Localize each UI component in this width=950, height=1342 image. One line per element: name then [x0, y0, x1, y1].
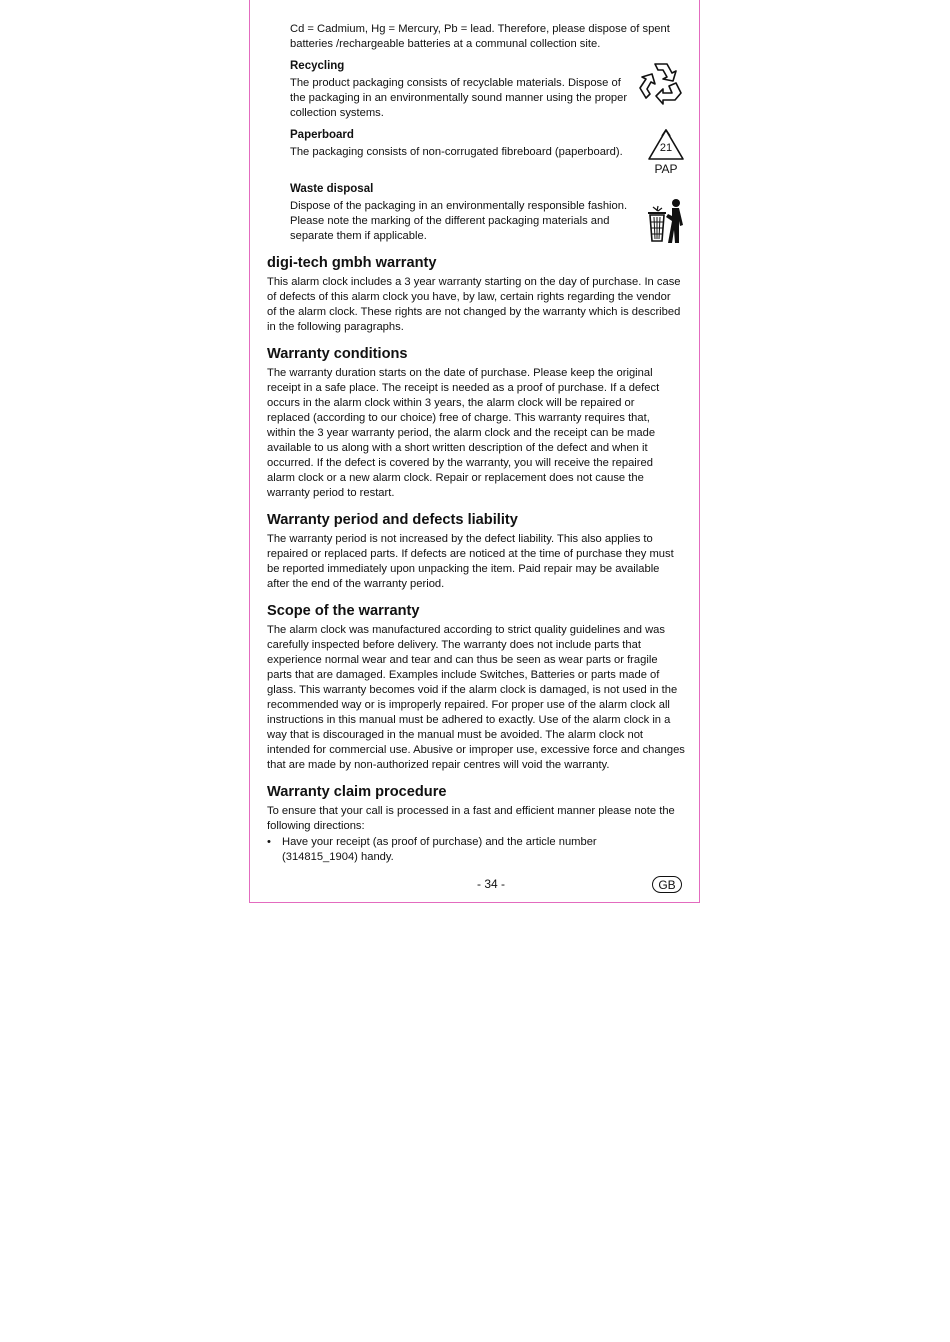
section-body-warranty-period: The warranty period is not increased by the defect liability. This also applies to repaired or replaced parts. If defects are noticed at the time of purchase they must be reported immediately upon unpacking the item. Paid repair may be available after the end of the warranty period. — [267, 533, 674, 590]
paperboard-text: The packaging consists of non-corrugated fibreboard (paperboard). — [290, 146, 623, 158]
list-item-receipt — [267, 835, 612, 865]
page-number: - 34 - — [477, 877, 506, 891]
waste-disposal-text: Dispose of the packaging in an environmentally responsible fashion. Please note the marking of the different packaging materials and separate them if applicable. — [290, 200, 628, 242]
section-heading-scope-of-warranty: Scope of the warranty — [267, 603, 420, 619]
recycling-title: Recycling — [290, 60, 345, 72]
section-body-warranty-claim: To ensure that your call is processed in a fast and efficient manner please note the following directions: — [267, 805, 675, 832]
section-heading-digitech-warranty: digi-tech gmbh warranty — [267, 255, 437, 271]
section-heading-warranty-conditions: Warranty conditions — [267, 346, 408, 362]
tidyman-bin-icon — [646, 197, 686, 245]
recycling-text: The product packaging consists of recyclable materials. Dispose of the packaging in an environmentally sound manner using the proper collection systems. — [290, 77, 628, 119]
paperboard-symbol-label: PAP — [654, 162, 678, 176]
paperboard-pap21-icon — [646, 128, 686, 176]
section-body-warranty-conditions: The warranty duration starts on the date of purchase. Please keep the original receipt in a safe place. The receipt is needed as a proof of purchase. If a defect occurs in the alarm clock within 3 years, the alarm clock will be repaired or replaced (according to our choice) free of charge. This warranty requires that, within the 3 year warranty period, the alarm clock and the receipt can be made available to us along with a short written description of the defect and when it occurred. If the defect is covered by the warranty, you will receive the repaired alarm clock or a new alarm clock. Repair or replacement does not cause the warranty period to restart. — [267, 367, 660, 499]
section-heading-warranty-claim: Warranty claim procedure — [267, 784, 447, 800]
section-body-scope-of-warranty: The alarm clock was manufactured according to strict quality guidelines and was carefully inspected before delivery. The warranty does not include parts that experience normal wear and tear and can thus be seen as wear parts or fragile parts that are damaged. Examples include Switches, Batteries or parts made of glass. This warranty becomes void if the alarm clock is damaged, is not used in the recommended way or is improperly repaired. For proper use of the alarm clock all instructions in this manual must be adhered to exactly. Use of the alarm clock in a way that is discouraged in the manual must be avoided. The alarm clock not intended for commercial use. Abusive or improper use, excessive force and changes that are made by non-authorized repair centres will void the warranty. — [267, 624, 685, 771]
waste-disposal-title: Waste disposal — [290, 183, 374, 195]
battery-disposal-note: Cd = Cadmium, Hg = Mercury, Pb = lead. Therefore, please dispose of spent batteries /rechargeable batteries at a communal collection site. — [290, 23, 670, 50]
bullet-marker: • — [267, 836, 271, 848]
list-item-text: Have your receipt (as proof of purchase) and the article number (314815_1904) handy. — [282, 836, 597, 863]
language-badge: GB — [652, 876, 682, 893]
paperboard-symbol-number: 21 — [659, 142, 673, 154]
recycle-icon — [638, 60, 684, 106]
section-heading-warranty-period: Warranty period and defects liability — [267, 512, 518, 528]
section-body-digitech-warranty: This alarm clock includes a 3 year warranty starting on the day of purchase. In case of defects of this alarm clock you have, by law, certain rights regarding the vendor of the alarm clock. These rights are not changed by the warranty which is described in the following paragraphs. — [267, 276, 681, 333]
paperboard-title: Paperboard — [290, 129, 354, 141]
